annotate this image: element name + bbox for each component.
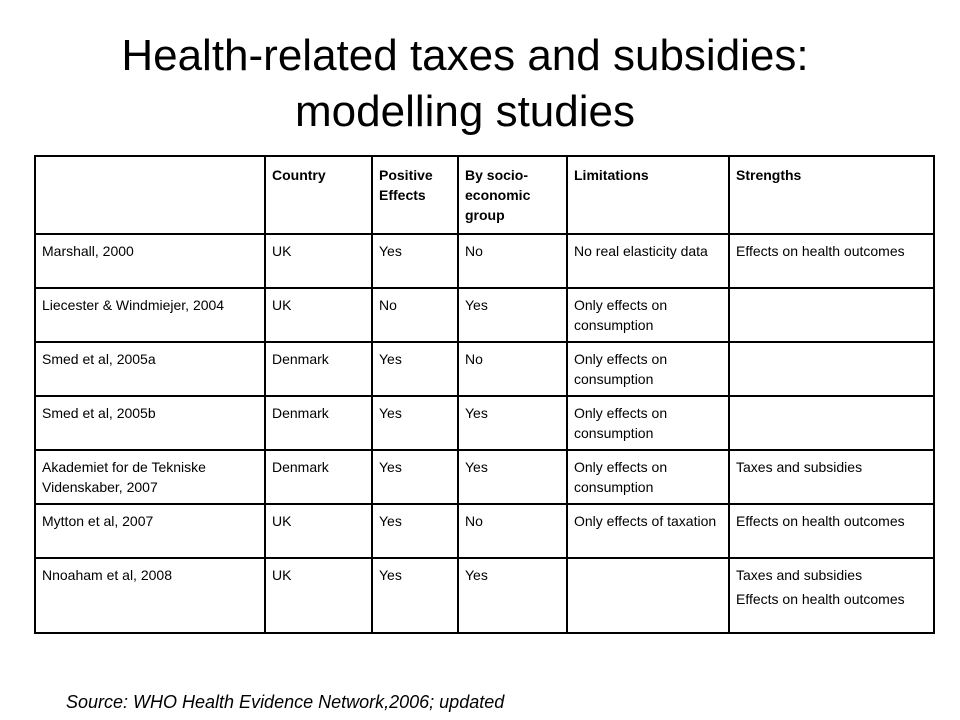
strength-item: Effects on health outcomes <box>736 243 905 259</box>
cell-country: Denmark <box>265 450 372 504</box>
cell-study: Smed et al, 2005b <box>35 396 265 450</box>
header-study <box>35 156 265 234</box>
cell-country: UK <box>265 558 372 633</box>
cell-country: UK <box>265 288 372 342</box>
cell-strengths <box>729 504 934 558</box>
cell-socio-economic: Yes <box>458 396 567 450</box>
table-row <box>35 558 934 633</box>
title-line-1: Health-related taxes and subsidies: <box>121 31 809 80</box>
cell-socio-economic: No <box>458 342 567 396</box>
cell-positive-effects: Yes <box>372 342 458 396</box>
header-limitations: Limitations <box>567 156 729 234</box>
strength-item: Effects on health outcomes <box>736 513 905 529</box>
table-row <box>35 342 934 396</box>
header-positive-effects: Positive Effects <box>372 156 458 234</box>
cell-study: Mytton et al, 2007 <box>35 504 265 558</box>
cell-positive-effects: Yes <box>372 396 458 450</box>
cell-socio-economic: Yes <box>458 558 567 633</box>
table-header-row <box>35 156 934 234</box>
table-row <box>35 396 934 450</box>
cell-socio-economic: No <box>458 234 567 288</box>
cell-socio-economic: Yes <box>458 450 567 504</box>
cell-country: UK <box>265 504 372 558</box>
studies-table <box>34 155 935 634</box>
cell-positive-effects: Yes <box>372 234 458 288</box>
cell-strengths <box>729 234 934 288</box>
cell-study: Smed et al, 2005a <box>35 342 265 396</box>
cell-study: Akademiet for de Tekniske Videnskaber, 2007 <box>35 450 265 504</box>
strength-item: Taxes and subsidies <box>736 567 863 583</box>
strength-item: Taxes and subsidies <box>736 459 863 475</box>
title-line-2: modelling studies <box>295 87 635 136</box>
cell-study: Marshall, 2000 <box>35 234 265 288</box>
table-row <box>35 234 934 288</box>
cell-positive-effects: Yes <box>372 504 458 558</box>
cell-study: Liecester & Windmiejer, 2004 <box>35 288 265 342</box>
cell-study: Nnoaham et al, 2008 <box>35 558 265 633</box>
cell-positive-effects: No <box>372 288 458 342</box>
cell-positive-effects: Yes <box>372 450 458 504</box>
cell-country: Denmark <box>265 342 372 396</box>
strength-item: Effects on health outcomes <box>736 591 905 607</box>
cell-strengths <box>729 450 934 504</box>
table-row <box>35 288 934 342</box>
table-row <box>35 504 934 558</box>
header-strengths: Strengths <box>729 156 934 234</box>
cell-strengths <box>729 342 934 396</box>
cell-limitations: No real elasticity data <box>567 234 729 288</box>
cell-country: Denmark <box>265 396 372 450</box>
cell-strengths <box>729 288 934 342</box>
cell-country: UK <box>265 234 372 288</box>
table-body <box>35 234 934 633</box>
cell-limitations: Only effects on consumption <box>567 450 729 504</box>
cell-strengths <box>729 558 934 633</box>
cell-limitations: Only effects on consumption <box>567 342 729 396</box>
source-note: Source: WHO Health Evidence Network,2006; updated <box>66 692 505 712</box>
cell-limitations: Only effects of taxation <box>567 504 729 558</box>
cell-socio-economic: Yes <box>458 288 567 342</box>
header-socio-economic: By socio-economic group <box>458 156 567 234</box>
cell-strengths <box>729 396 934 450</box>
cell-limitations <box>567 558 729 633</box>
cell-positive-effects: Yes <box>372 558 458 633</box>
table-row <box>35 450 934 504</box>
cell-limitations: Only effects on consumption <box>567 396 729 450</box>
cell-socio-economic: No <box>458 504 567 558</box>
cell-limitations: Only effects on consumption <box>567 288 729 342</box>
slide-title <box>0 28 930 140</box>
header-country: Country <box>265 156 372 234</box>
